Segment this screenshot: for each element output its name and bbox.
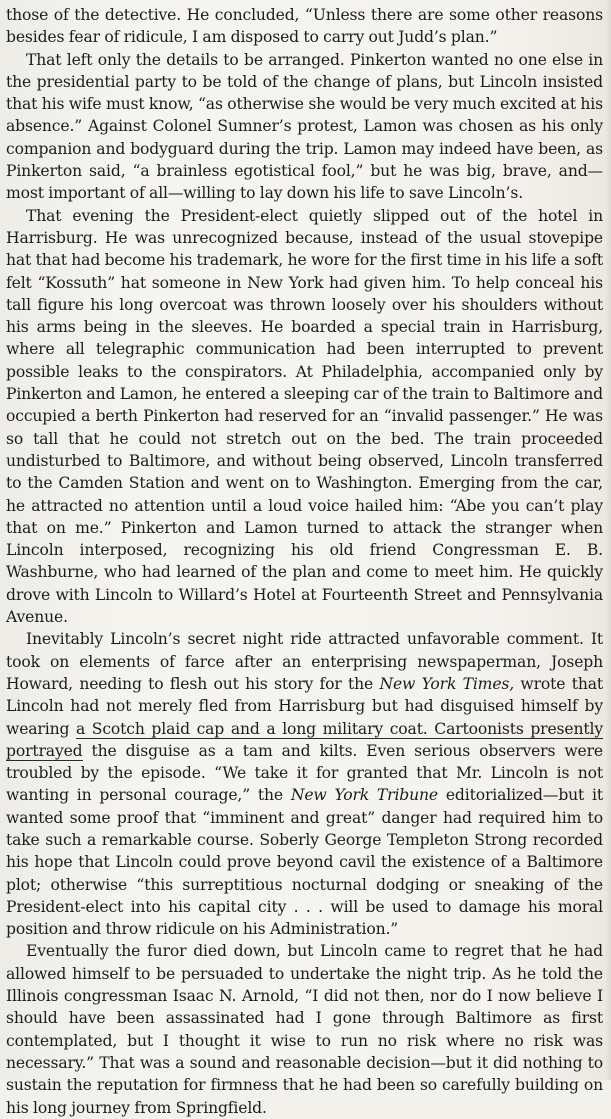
paragraph-1: those of the detective. He concluded, “Unless there are some other reasons besides fear of ridicule, I am disposed to carry out Judd’s plan.” <box>6 6 603 47</box>
p4-text-d: editorialized—but it wanted some proof that “imminent and great” danger had required him to take such a remarkable course. Soberly George Templeton Strong recorded his hope that Lincoln could prove beyond cavil the existence of a Baltimore plot; otherwise “this surreptitious nocturnal dodging or sneaking of the President-elect into his capital city . . . will be used to damage his moral position and throw ridicule on his Administration.” <box>6 786 603 939</box>
paragraph-4 <box>6 628 603 940</box>
paragraph-5: Eventually the furor died down, but Lincoln came to regret that he had allowed himself to be persuaded to undertake the night trip. As he told the Illinois congressman Isaac N. Arnold, “I did not then, nor do I now believe I should have been assassinated had I gone through Baltimore as first contemplated, but I thought it wise to run no risk where no risk was necessary.” That was a sound and reasonable decision—but it did nothing to sustain the reputation for firmness that he had been so carefully building on his long journey from Springfield. <box>6 942 603 1117</box>
p4-text-a: Inevitably Lincoln’s secret night ride attracted unfavorable comment. It took on elements of farce after an enterprising newspaperman, Joseph Howard, needing to flesh out his story for the <box>6 630 603 693</box>
paragraph-3: That evening the President-elect quietly slipped out of the hotel in Harrisburg. He was unrecognized because, instead of the usual stovepipe hat that had become his trademark, he wore for the first time in his life a soft felt “Kossuth” hat someone in New York had given him. To help conceal his tall figure his long overcoat was thrown loosely over his shoulders without his arms being in the sleeves. He boarded a special train in Harrisburg, where all telegraphic communication had been interrupted to prevent possible leaks to the conspirators. At Philadelphia, accompanied only by Pinkerton and Lamon, he entered a sleeping car of the train to Baltimore and occupied a berth Pinkerton had reserved for an “invalid passenger.” He was so tall that he could not stretch out on the bed. The train proceeded undisturbed to Baltimore, and without being observed, Lincoln transferred to the Camden Station and went on to Washington. Emerging from the car, he attracted no attention until a loud voice hailed him: “Abe you can’t play that on me.” Pinkerton and Lamon turned to attack the stranger when Lincoln interposed, recognizing his old friend Congressman E. B. Washburne, who had learned of the plan and come to meet him. He quickly drove with Lincoln to Willard’s Hotel at Fourteenth Street and Pennsylvania Avenue. <box>6 206 603 627</box>
underlined-passage: a Scotch plaid cap and a long military coat. Cartoonists presently portrayed <box>6 719 603 760</box>
p4-text-c: the disguise as a tam and kilts. Even serious observers were troubled by the episode. “We take it for granted that Mr. Lincoln is not wanting in personal courage,” the <box>6 741 603 805</box>
p4-text-b: wrote that Lincoln had not merely fled from Harrisburg but had disguised himself by wearing <box>6 674 603 738</box>
newspaper-title-tribune: New York Tribune <box>290 786 438 805</box>
paragraph-2: That left only the details to be arranged. Pinkerton wanted no one else in the presidential party to be told of the change of plans, but Lincoln insisted that his wife must know, “as otherwise she would be very much excited at his absence.” Against Colonel Sumner’s protest, Lamon was chosen as his only companion and bodyguard during the trip. Lamon may indeed have been, as Pinkerton said, “a brainless egotistical fool,” but he was big, brave, and—most important of all—willing to lay down his life to save Lincoln’s. <box>6 50 603 203</box>
newspaper-title-nyt: New York Times, <box>379 674 515 693</box>
page-edge-shadow <box>605 0 611 1080</box>
